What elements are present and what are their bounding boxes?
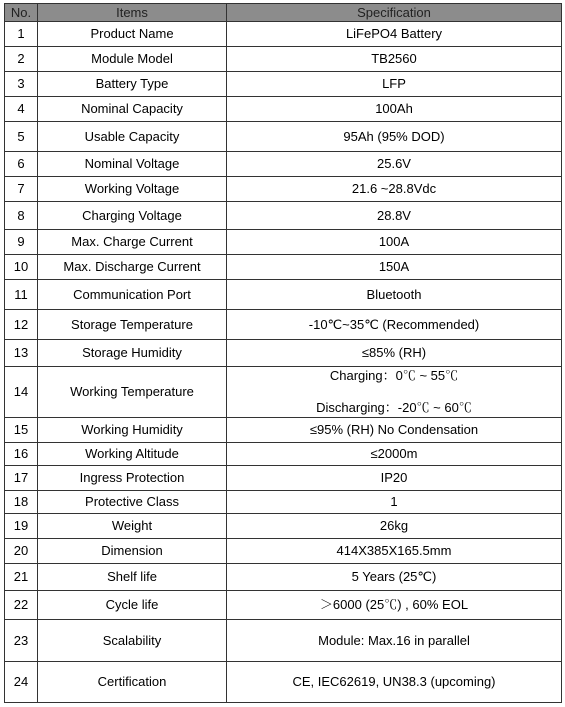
spec-value [227,152,562,177]
item-name: Dimension [38,539,227,564]
item-name: Max. Charge Current [38,230,227,255]
table-row [5,443,562,466]
item-name: Working Altitude [38,443,227,466]
item-name: Nominal Capacity [38,97,227,122]
spec-line: 21.6 ~28.8Vdc [351,181,437,196]
spec-value [227,443,562,466]
spec-line: Discharging：-20℃ ~ 60℃ [316,400,472,415]
row-number: 16 [5,443,38,466]
row-number: 9 [5,230,38,255]
item-name: Ingress Protection [38,466,227,491]
item-name: Product Name [38,22,227,47]
row-number: 8 [5,202,38,230]
row-number: 15 [5,418,38,443]
spec-line: IP20 [380,470,408,485]
row-number: 14 [5,367,38,418]
row-number: 18 [5,491,38,514]
spec-line: 1 [390,494,398,509]
item-name: Communication Port [38,280,227,310]
table-row [5,591,562,620]
spec-line: 100Ah [375,101,413,116]
spec-value [227,280,562,310]
spec-value [227,122,562,152]
spec-line: -10℃~35℃ (Recommended) [308,316,480,332]
table-row [5,230,562,255]
row-number: 20 [5,539,38,564]
spec-value [227,255,562,280]
table-row [5,340,562,367]
item-name: Nominal Voltage [38,152,227,177]
item-name: Battery Type [38,72,227,97]
item-name: Protective Class [38,491,227,514]
spec-line: TB2560 [371,51,417,66]
row-number: 17 [5,466,38,491]
spec-value [227,591,562,620]
spec-line: Module: Max.16 in parallel [318,632,470,648]
spec-line: 26kg [379,518,409,533]
header-specification: Specification [227,4,562,22]
table-row [5,539,562,564]
row-number: 7 [5,177,38,202]
table-row [5,22,562,47]
spec-value [227,564,562,591]
row-number: 6 [5,152,38,177]
row-number: 10 [5,255,38,280]
item-name: Storage Humidity [38,340,227,367]
table-row [5,122,562,152]
spec-line: LFP [382,76,406,91]
item-name: Max. Discharge Current [38,255,227,280]
item-name: Scalability [38,620,227,662]
spec-value [227,491,562,514]
table-row [5,310,562,340]
header-items: Items [38,4,227,22]
spec-value [227,72,562,97]
table-row [5,418,562,443]
spec-line: 5 Years (25℃) [351,569,437,584]
spec-value [227,202,562,230]
table-row [5,202,562,230]
spec-value [227,620,562,662]
row-number: 1 [5,22,38,47]
table-row [5,255,562,280]
table-row [5,662,562,703]
spec-value [227,514,562,539]
spec-line [229,384,559,400]
table-row [5,491,562,514]
table-row [5,367,562,418]
row-number: 4 [5,97,38,122]
spec-line: ≤2000m [370,446,418,461]
row-number: 19 [5,514,38,539]
spec-value [227,340,562,367]
table-row [5,514,562,539]
table-row [5,280,562,310]
item-name: Shelf life [38,564,227,591]
spec-value [227,22,562,47]
item-name: Storage Temperature [38,310,227,340]
item-name: Cycle life [38,591,227,620]
spec-line: 95Ah (95% DOD) [343,128,445,144]
spec-line: 414X385X165.5mm [336,543,452,558]
table-row [5,152,562,177]
spec-line: ≤95% (RH) No Condensation [309,422,479,437]
item-name: Weight [38,514,227,539]
table-header [5,4,562,22]
spec-value [227,418,562,443]
spec-line: 100A [378,234,410,249]
row-number: 3 [5,72,38,97]
table-body [5,22,562,703]
item-name: Certification [38,662,227,703]
spec-value [227,367,562,418]
row-number: 24 [5,662,38,703]
row-number: 13 [5,340,38,367]
spec-value [227,97,562,122]
spec-value [227,230,562,255]
spec-line: Bluetooth [366,286,422,302]
item-name: Working Humidity [38,418,227,443]
spec-line: ≤85% (RH) [361,345,427,360]
row-number: 5 [5,122,38,152]
row-number: 21 [5,564,38,591]
row-number: 12 [5,310,38,340]
header-no: No. [5,4,38,22]
item-name: Charging Voltage [38,202,227,230]
table-row [5,177,562,202]
row-number: 22 [5,591,38,620]
spec-table [4,3,562,703]
spec-line: 25.6V [377,156,411,171]
spec-value [227,539,562,564]
table-row [5,97,562,122]
table-row [5,620,562,662]
spec-line: ＞6000 (25℃) , 60% EOL [319,597,469,612]
spec-line: 28.8V [377,207,411,223]
spec-value [227,662,562,703]
item-name: Working Temperature [38,367,227,418]
row-number: 11 [5,280,38,310]
spec-value [227,177,562,202]
spec-value [227,47,562,72]
header-row [5,4,562,22]
item-name: Module Model [38,47,227,72]
item-name: Working Voltage [38,177,227,202]
spec-line: CE, IEC62619, UN38.3 (upcoming) [292,674,496,689]
spec-line: Charging：0℃ ~ 55℃ [329,368,459,383]
table-row [5,564,562,591]
spec-line: 150A [378,259,410,274]
row-number: 23 [5,620,38,662]
spec-value [227,466,562,491]
item-name: Usable Capacity [38,122,227,152]
spec-line: LiFePO4 Battery [345,26,443,41]
table-row [5,466,562,491]
table-row [5,72,562,97]
table-row [5,47,562,72]
spec-value [227,310,562,340]
row-number: 2 [5,47,38,72]
